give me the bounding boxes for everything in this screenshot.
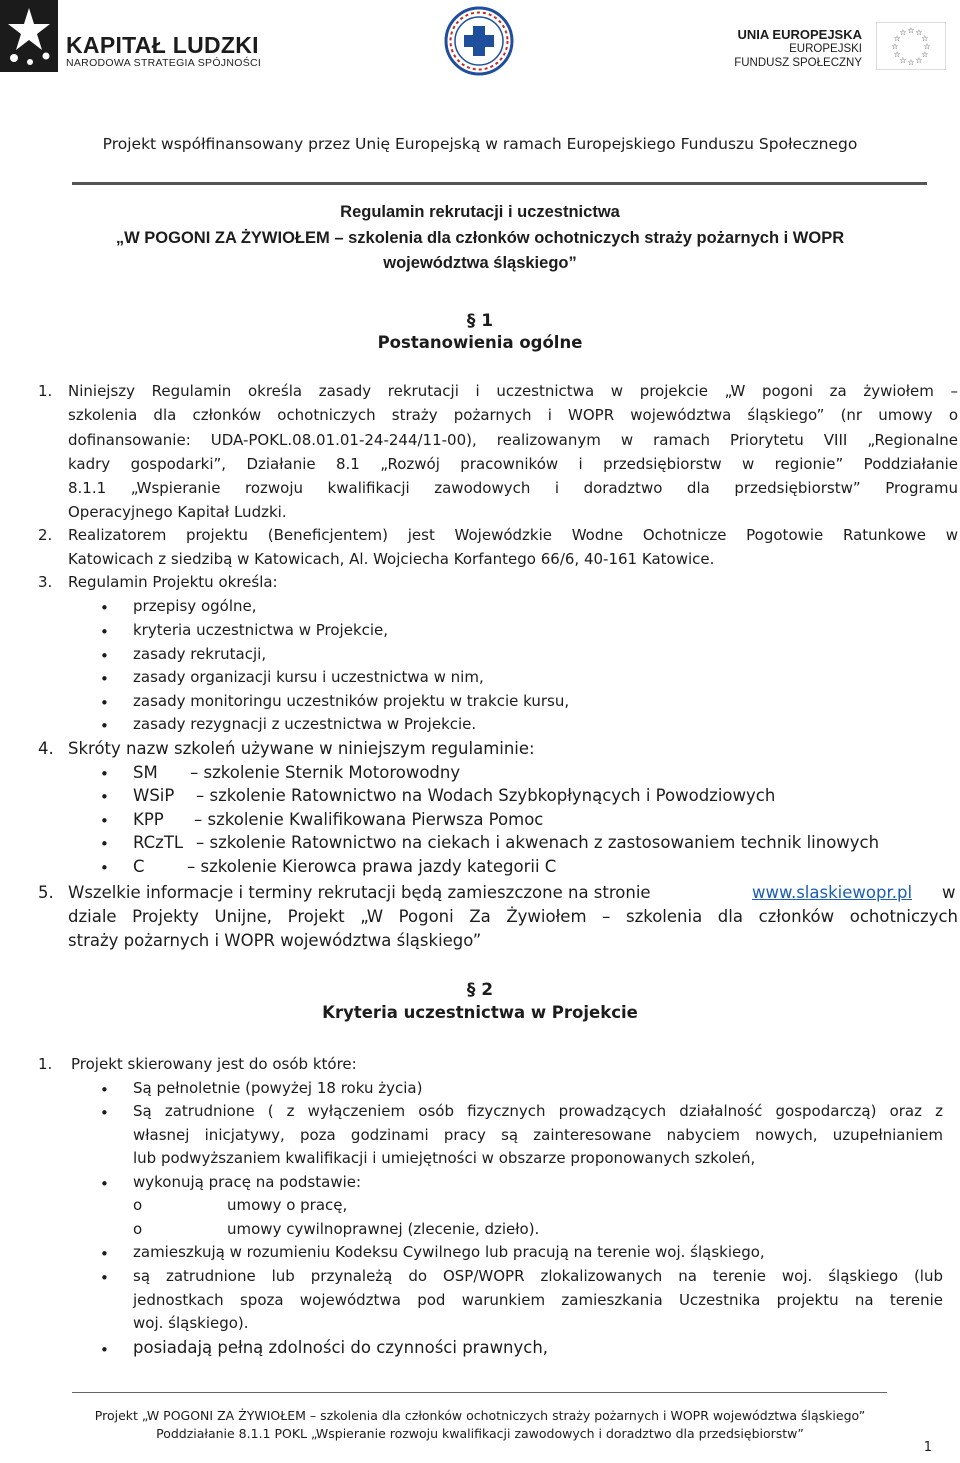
section1-heading: Postanowienia ogólne [377, 333, 583, 352]
s2-bullet-line: własnej inicjatywy, poza godzinami pracy są zainteresowane nabyciem nowych, uzupełnianiem [133, 1126, 943, 1144]
bullet-icon [100, 837, 109, 852]
bullet-icon [100, 601, 109, 616]
footer-line2: Poddziałanie 8.1.1 POKL „Wspieranie rozwoju kwalifikacji zawodowych i doradztwo dla przedsiębiorstw” [156, 1426, 804, 1441]
abbr-wsip: WSiP [133, 786, 175, 805]
s2-bullet: posiadają pełną zdolności do czynności prawnych, [133, 1338, 549, 1357]
eu-star-icon: ☆ [907, 26, 915, 35]
section2-heading: Kryteria uczestnictwa w Projekcie [322, 1003, 638, 1022]
abbr-rcztl: RCzTL [133, 833, 184, 852]
s2-bullet: Są pełnoletnie (powyżej 18 roku życia) [133, 1079, 423, 1097]
eu-fund-label [734, 28, 862, 70]
eu-star-icon: ☆ [891, 42, 899, 51]
bullet-icon [100, 719, 109, 734]
bullet-icon [100, 649, 109, 664]
sub-bullet-o: o [133, 1196, 143, 1214]
s1-item1-line: szkolenia dla członków ochotniczych straży pożarnych i WOPR województwa śląskiego” (nr umowy o [68, 406, 958, 424]
sub-bullet-o: o [133, 1220, 143, 1238]
s1-item1-line: dofinansowanie: UDA-POKL.08.01.01-24-244/11-00), realizowanym w ramach Priorytetu VIII „Regionalne [68, 431, 958, 449]
bullet-icon [100, 1271, 109, 1286]
s1-item3-bullet: zasady organizacji kursu i uczestnictwa w nim, [133, 668, 484, 686]
s1-item3-bullet: przepisy ogólne, [133, 597, 257, 615]
abbr-c-desc: – szkolenie Kierowca prawa jazdy kategorii C [187, 857, 557, 876]
eu-star-icon: ☆ [923, 42, 931, 51]
doc-title-line3: województwa śląskiego” [383, 254, 577, 272]
s1-item3-bullet: zasady rezygnacji z uczestnictwa w Projekcie. [133, 715, 477, 733]
s1-item2-line: Katowicach z siedzibą w Katowicach, Al. Wojciecha Korfantego 66/6, 40-161 Katowice. [68, 550, 715, 568]
footer-line1: Projekt „W POGONI ZA ŻYWIOŁEM – szkolenia dla członków ochotniczych straży pożarnych i WOPR województwa śląskiego” [94, 1408, 866, 1423]
bullet-icon [100, 790, 109, 805]
eu-star-icon: ☆ [915, 28, 923, 38]
section1-number: § 1 [466, 311, 494, 331]
bullet-icon [100, 1343, 109, 1358]
s2-item1-number: 1. [38, 1055, 53, 1073]
eu-line1: UNIA EUROPEJSKA [737, 27, 862, 42]
bullet-icon [100, 1247, 109, 1262]
s1-item5-text: Wszelkie informacje i terminy rekrutacji będą zamieszczone na stronie [68, 883, 651, 902]
eu-flag-icon [876, 22, 946, 70]
abbr-c: C [133, 857, 145, 876]
s2-item1-text: Projekt skierowany jest do osób które: [71, 1055, 357, 1073]
s2-bullet-line: jednostkach spoza województwa pod warunkiem zamieszkania Uczestnika projektu na terenie [133, 1291, 943, 1309]
bullet-icon [100, 861, 109, 876]
doc-title-line1: Regulamin rekrutacji i uczestnictwa [340, 203, 620, 221]
s2-bullet: wykonują pracę na podstawie: [133, 1173, 362, 1191]
doc-title-line2: „W POGONI ZA ŻYWIOŁEM – szkolenia dla członków ochotniczych straży pożarnych i WOPR [115, 229, 845, 247]
eu-line2: EUROPEJSKI [789, 43, 862, 55]
footer-divider [72, 1392, 887, 1393]
abbr-sm-desc: – szkolenie Sternik Motorowodny [190, 763, 461, 782]
bullet-icon [100, 672, 109, 687]
s2-bullet: zamieszkują w rozumieniu Kodeksu Cywilnego lub pracują na terenie woj. śląskiego, [133, 1243, 765, 1261]
eu-star-icon: ☆ [893, 34, 901, 43]
abbr-wsip-desc: – szkolenie Ratownictwo na Wodach Szybkopłynących i Powodziowych [196, 786, 776, 805]
s2-bullet-line: lub podwyższaniem kwalifikacji i umiejętności w obszarze proponowanych szkoleń, [133, 1149, 756, 1167]
eu-star-icon: ☆ [893, 50, 901, 59]
abbr-kpp: KPP [133, 810, 164, 829]
kapital-ludzki-title: KAPITAŁ LUDZKI [66, 32, 259, 58]
kapital-ludzki-emblem [0, 0, 58, 72]
bullet-icon [100, 1106, 109, 1121]
bullet-icon [100, 814, 109, 829]
s1-item1-number: 1. [38, 382, 53, 400]
eu-star-icon: ☆ [899, 55, 907, 65]
s1-item5-line2: dziale Projekty Unijne, Projekt „W Pogoni Za Żywiołem – szkolenia dla członków ochotniczych [68, 907, 958, 926]
s1-item1-line: Operacyjnego Kapitał Ludzki. [68, 503, 287, 521]
s1-item3-bullet: zasady rekrutacji, [133, 645, 267, 663]
eu-star-icon: ☆ [899, 28, 907, 38]
eu-star-icon: ☆ [921, 34, 929, 43]
bullet-icon [100, 767, 109, 782]
kapital-ludzki-logo [0, 0, 300, 75]
bullet-icon [100, 625, 109, 640]
s2-bullet-line: Są zatrudnione ( z wyłączeniem osób fizycznych prowadzących działalność gospodarczą) oraz z [133, 1102, 943, 1120]
page-number: 1 [923, 1440, 932, 1455]
eu-line3: FUNDUSZ SPOŁECZNY [734, 57, 862, 69]
section2-number: § 2 [466, 980, 494, 1000]
s1-item4-number: 4. [38, 739, 54, 758]
abbr-rcztl-desc: – szkolenie Ratownictwo na ciekach i akwenach z zastosowaniem technik linowych [196, 833, 880, 852]
s1-item5-number: 5. [38, 883, 54, 902]
s2-sub-bullet: umowy cywilnoprawnej (zlecenie, dzieło). [227, 1220, 540, 1238]
s1-item1-line: 8.1.1 „Wspieranie rozwoju kwalifikacji zawodowych i doradztwo dla przedsiębiorstw” Programu [68, 479, 958, 497]
eu-star-icon: ☆ [921, 50, 929, 59]
cofinancing-note: Projekt współfinansowany przez Unię Europejską w ramach Europejskiego Funduszu Społecznego [102, 135, 858, 153]
s1-item2-number: 2. [38, 526, 53, 544]
s1-item5-text-end: w [942, 883, 956, 902]
wopr-emblem-icon [444, 6, 514, 76]
s1-item3-bullet: kryteria uczestnictwa w Projekcie, [133, 621, 389, 639]
s1-item2-line: Realizatorem projektu (Beneficjentem) jest Wojewódzkie Wodne Ochotnicze Pogotowie Ratunkowe w [68, 526, 958, 544]
page-header [0, 0, 960, 190]
bullet-icon [100, 696, 109, 711]
abbr-sm: SM [133, 763, 158, 782]
s2-bullet-line: są zatrudnione lub przynależą do OSP/WOPR zlokalizowanych na terenie woj. śląskiego (lub [133, 1267, 943, 1285]
abbr-kpp-desc: – szkolenie Kwalifikowana Pierwsza Pomoc [194, 810, 544, 829]
eu-star-icon: ☆ [915, 55, 923, 65]
bullet-icon [100, 1177, 109, 1192]
s1-item1-line: kadry gospodarki”, Działanie 8.1 „Rozwój pracowników i przedsiębiorstw w regionie” Poddziałanie [68, 455, 958, 473]
s1-item3-bullet: zasady monitoringu uczestników projektu w trakcie kursu, [133, 692, 570, 710]
bullet-icon [100, 1083, 109, 1098]
s1-item3-text: Regulamin Projektu określa: [68, 573, 278, 591]
website-link[interactable]: www.slaskiewopr.pl [752, 883, 913, 902]
s1-item3-number: 3. [38, 573, 53, 591]
s2-bullet-line: woj. śląskiego). [133, 1314, 249, 1332]
s2-sub-bullet: umowy o pracę, [227, 1196, 348, 1214]
header-divider [72, 182, 927, 185]
s1-item5-line3: straży pożarnych i WOPR województwa śląskiego” [68, 931, 482, 950]
s1-item4-text: Skróty nazw szkoleń używane w niniejszym regulaminie: [68, 739, 535, 758]
s1-item1-line: Niniejszy Regulamin określa zasady rekrutacji i uczestnictwa w projekcie „W pogoni za żywiołem – [68, 382, 958, 400]
eu-star-icon: ☆ [907, 58, 915, 67]
kapital-ludzki-subtitle: NARODOWA STRATEGIA SPÓJNOŚCI [66, 57, 262, 69]
